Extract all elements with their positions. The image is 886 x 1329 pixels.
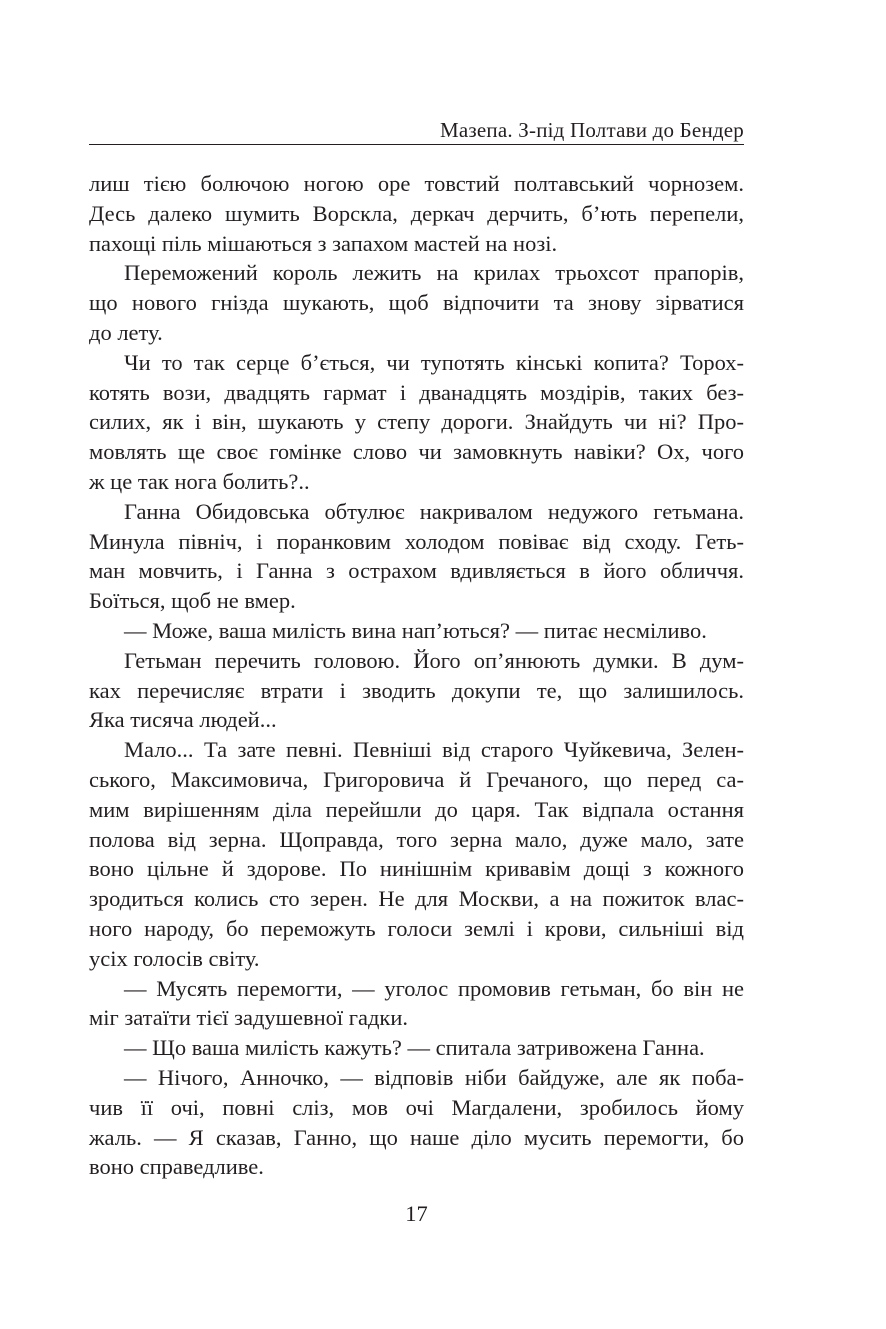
text-line: — Нічого, Анночко, — відповів ніби байдуже, але як поба- (124, 1064, 744, 1090)
text-line: ках перечисляє втрати і зводить докупи те, що залишилось. (89, 677, 744, 703)
running-head-title: Мазепа. З-під Полтави до Бендер (440, 118, 744, 142)
text-line: Десь далеко шумить Ворскла, деркач дерчить, б’ють перепели, (89, 200, 744, 226)
text-line: Чи то так серце б’ється, чи тупотять кінські копита? Торох- (124, 349, 744, 375)
text-line: мовлять ще своє гомінке слово чи замовкнуть навіки? Ох, чого (89, 439, 744, 465)
text-line: Переможений король лежить на крилах трьохсот прапорів, (124, 260, 744, 286)
text-line: Ганна Обидовська обтулює накривалом недужого гетьмана. (124, 498, 744, 524)
text-line: до лету. (89, 319, 163, 345)
text-line: полова від зерна. Щоправда, того зерна мало, дуже мало, зате (89, 826, 744, 852)
text-line: — Мусять перемогти, — уголос промовив гетьман, бо він не (124, 975, 744, 1001)
text-line: ман мовчить, і Ганна з острахом вдивляється в його обличчя. (89, 558, 744, 584)
text-line: — Може, ваша милість вина нап’ються? — питає несміливо. (124, 617, 707, 643)
text-line: мим вирішенням діла перейшли до царя. Так відпала остання (89, 796, 744, 822)
text-line: зродиться колись сто зерен. Не для Москви, а на пожиток влас- (89, 886, 744, 912)
text-line: Боїться, щоб не вмер. (89, 588, 296, 614)
body-text (89, 169, 744, 1182)
text-line: що нового гнізда шукають, щоб відпочити та знову зірватися (89, 290, 744, 316)
page-number: 17 (405, 1201, 428, 1226)
text-line: усіх голосів світу. (89, 945, 260, 971)
text-line: міг затаїти тієї задушевної гадки. (89, 1005, 409, 1031)
text-line: ж це так нога болить?.. (89, 468, 310, 494)
text-line: чив її очі, повні сліз, мов очі Магдалени, зробилось йому (89, 1094, 744, 1120)
text-line: лиш тією болючою ногою оре товстий полтавський чорнозем. (89, 171, 744, 196)
text-line: Яка тисяча людей... (89, 707, 277, 733)
text-line: жаль. — Я сказав, Ганно, що наше діло мусить перемогти, бо (89, 1124, 744, 1150)
text-line: воно справедливе. (89, 1154, 264, 1180)
text-line: ного народу, бо переможуть голоси землі і крови, сильніші від (89, 915, 744, 941)
header-rule (89, 144, 744, 145)
text-line: Минула північ, і поранковим холодом повіває від сходу. Геть- (89, 528, 744, 554)
text-line: ського, Максимовича, Григоровича й Гречаного, що перед са- (89, 766, 744, 792)
text-line: Мало... Та зате певні. Певніші від старого Чуйкевича, Зелен- (124, 737, 744, 763)
text-line: пахощі піль мішаються з запахом мастей на нозі. (89, 230, 558, 256)
text-line: воно цільне й здорове. По нинішнім кривавім дощі з кожного (89, 856, 744, 882)
text-line: Гетьман перечить головою. Його оп’янюють думки. В дум- (124, 647, 744, 673)
text-line: силих, як і він, шукають у степу дороги. Знайдуть чи ні? Про- (89, 409, 744, 435)
text-line: — Що ваша милість кажуть? — спитала затривожена Ганна. (124, 1035, 705, 1061)
text-line: котять вози, двадцять гармат і дванадцять моздірів, таких без- (89, 379, 744, 405)
